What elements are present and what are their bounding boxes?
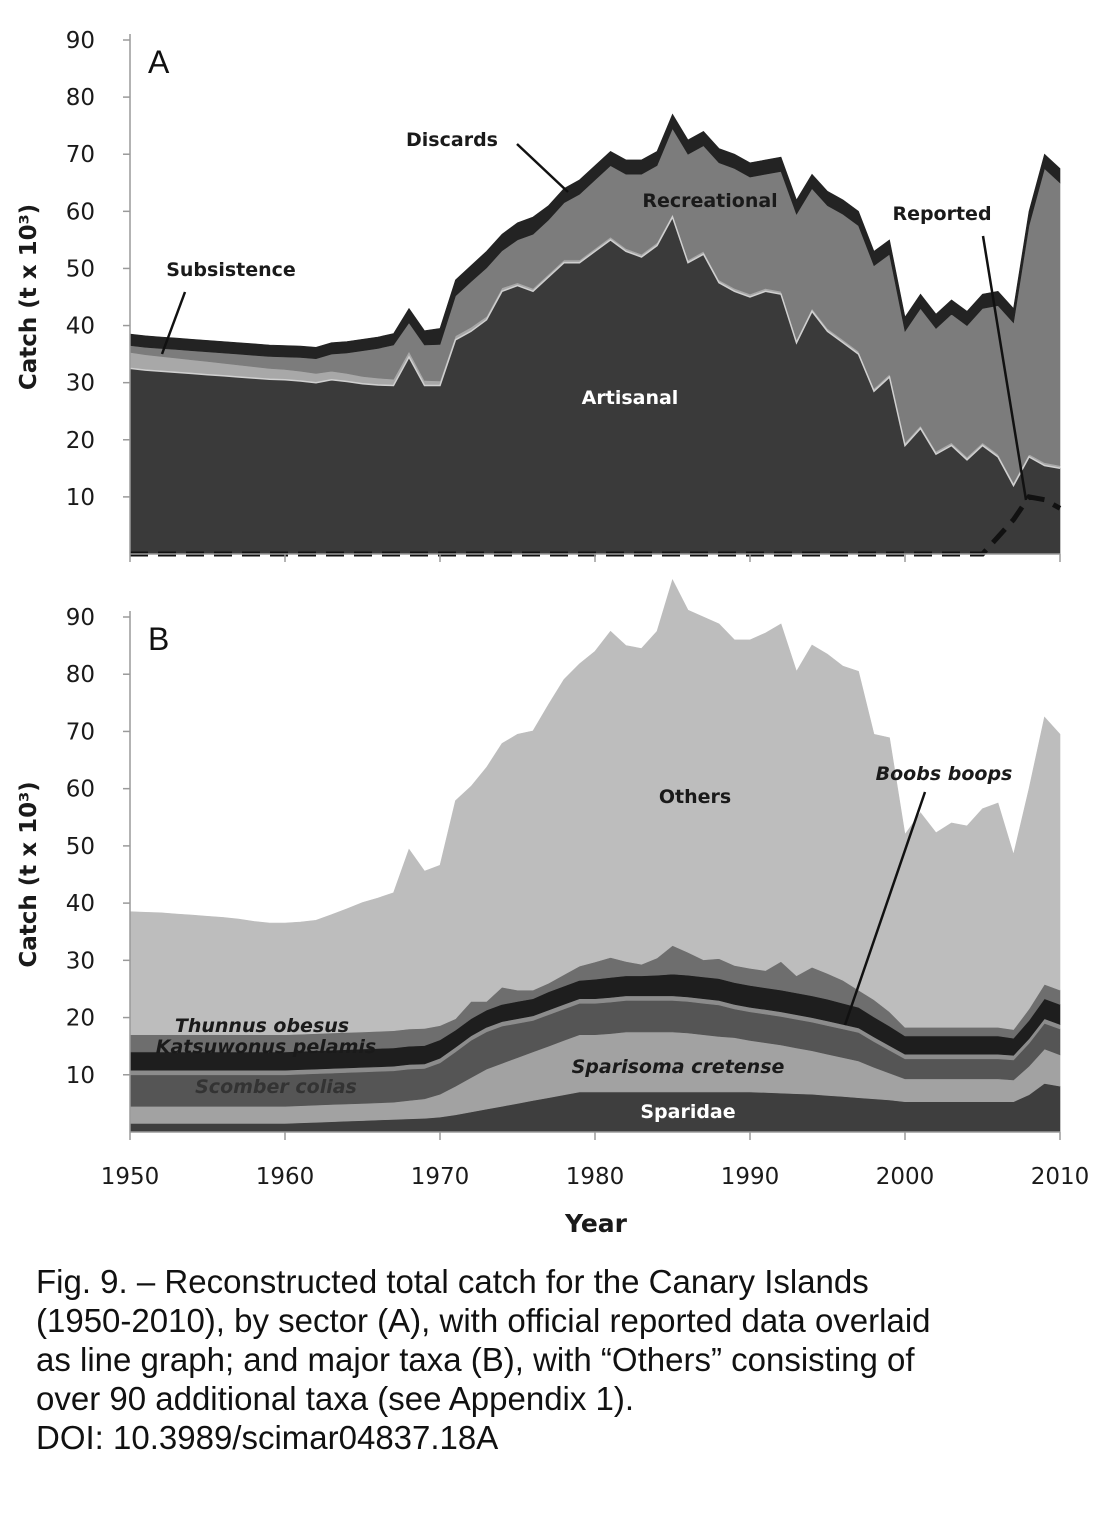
annotation-subsistence: Subsistence	[166, 259, 296, 281]
annotation-sparisoma-cretense: Sparisoma cretense	[571, 1056, 785, 1078]
annotation-artisanal: Artisanal	[581, 387, 679, 409]
y-tick-label: 10	[65, 484, 95, 511]
annotation-katsuwonus-pelamis: Katsuwonus pelamis	[155, 1036, 377, 1058]
y-tick-label: 60	[65, 199, 95, 226]
y-tick-label: 20	[65, 1005, 95, 1032]
x-tick-label: 2000	[875, 1164, 935, 1190]
caption-line: Fig. 9. – Reconstructed total catch for the Canary Islands	[36, 1263, 869, 1300]
y-tick-label: 70	[65, 719, 95, 746]
y-tick-label: 30	[65, 370, 95, 397]
x-tick-label: 2010	[1030, 1164, 1090, 1190]
y-tick-label: 50	[65, 833, 95, 860]
y-tick-label: 40	[65, 891, 95, 918]
y-tick-label: 90	[65, 605, 95, 631]
panel-b-chart	[16, 580, 1089, 1238]
y-tick-label: 90	[65, 28, 95, 54]
x-tick-label: 1970	[410, 1164, 470, 1190]
y-tick-label: 70	[65, 142, 95, 169]
annotation-boobs-boops: Boobs boops	[875, 763, 1013, 785]
annotation-discards: Discards	[406, 129, 498, 151]
caption-line: as line graph; and major taxa (B), with “Others” consisting of	[36, 1341, 915, 1378]
panel-a-chart	[16, 28, 1060, 562]
annotation-thunnus-obesus: Thunnus obesus	[174, 1015, 350, 1037]
annotation-recreational: Recreational	[642, 190, 778, 212]
y-tick-label: 30	[65, 948, 95, 975]
x-tick-label: 1990	[720, 1164, 780, 1190]
y-tick-label: 20	[65, 427, 95, 454]
annotation-others: Others	[658, 786, 732, 808]
caption-line: DOI: 10.3989/scimar04837.18A	[36, 1419, 499, 1456]
y-axis-label: Catch (t x 10³)	[16, 203, 42, 391]
annotation-reported: Reported	[892, 203, 992, 225]
caption-line: over 90 additional taxa (see Appendix 1).	[36, 1380, 635, 1417]
figure-caption	[36, 1262, 1096, 1457]
y-tick-label: 50	[65, 256, 95, 283]
y-tick-label: 10	[65, 1062, 95, 1089]
annotation-sparidae: Sparidae	[640, 1101, 736, 1123]
annotation-discards-leader-line	[517, 144, 568, 192]
y-tick-label: 80	[65, 662, 95, 689]
y-tick-label: 60	[65, 776, 95, 803]
panel-label: A	[148, 44, 170, 80]
caption-line: (1950-2010), by sector (A), with official reported data overlaid	[36, 1302, 931, 1339]
panel-label: B	[148, 621, 170, 657]
annotation-scomber-colias: Scomber colias	[195, 1076, 357, 1098]
y-tick-label: 40	[65, 313, 95, 340]
y-tick-label: 80	[65, 85, 95, 112]
x-axis-label: Year	[565, 1209, 627, 1238]
x-tick-label: 1980	[565, 1164, 625, 1190]
x-tick-label: 1950	[100, 1164, 160, 1190]
y-axis-label: Catch (t x 10³)	[16, 781, 42, 968]
x-tick-label: 1960	[255, 1164, 315, 1190]
